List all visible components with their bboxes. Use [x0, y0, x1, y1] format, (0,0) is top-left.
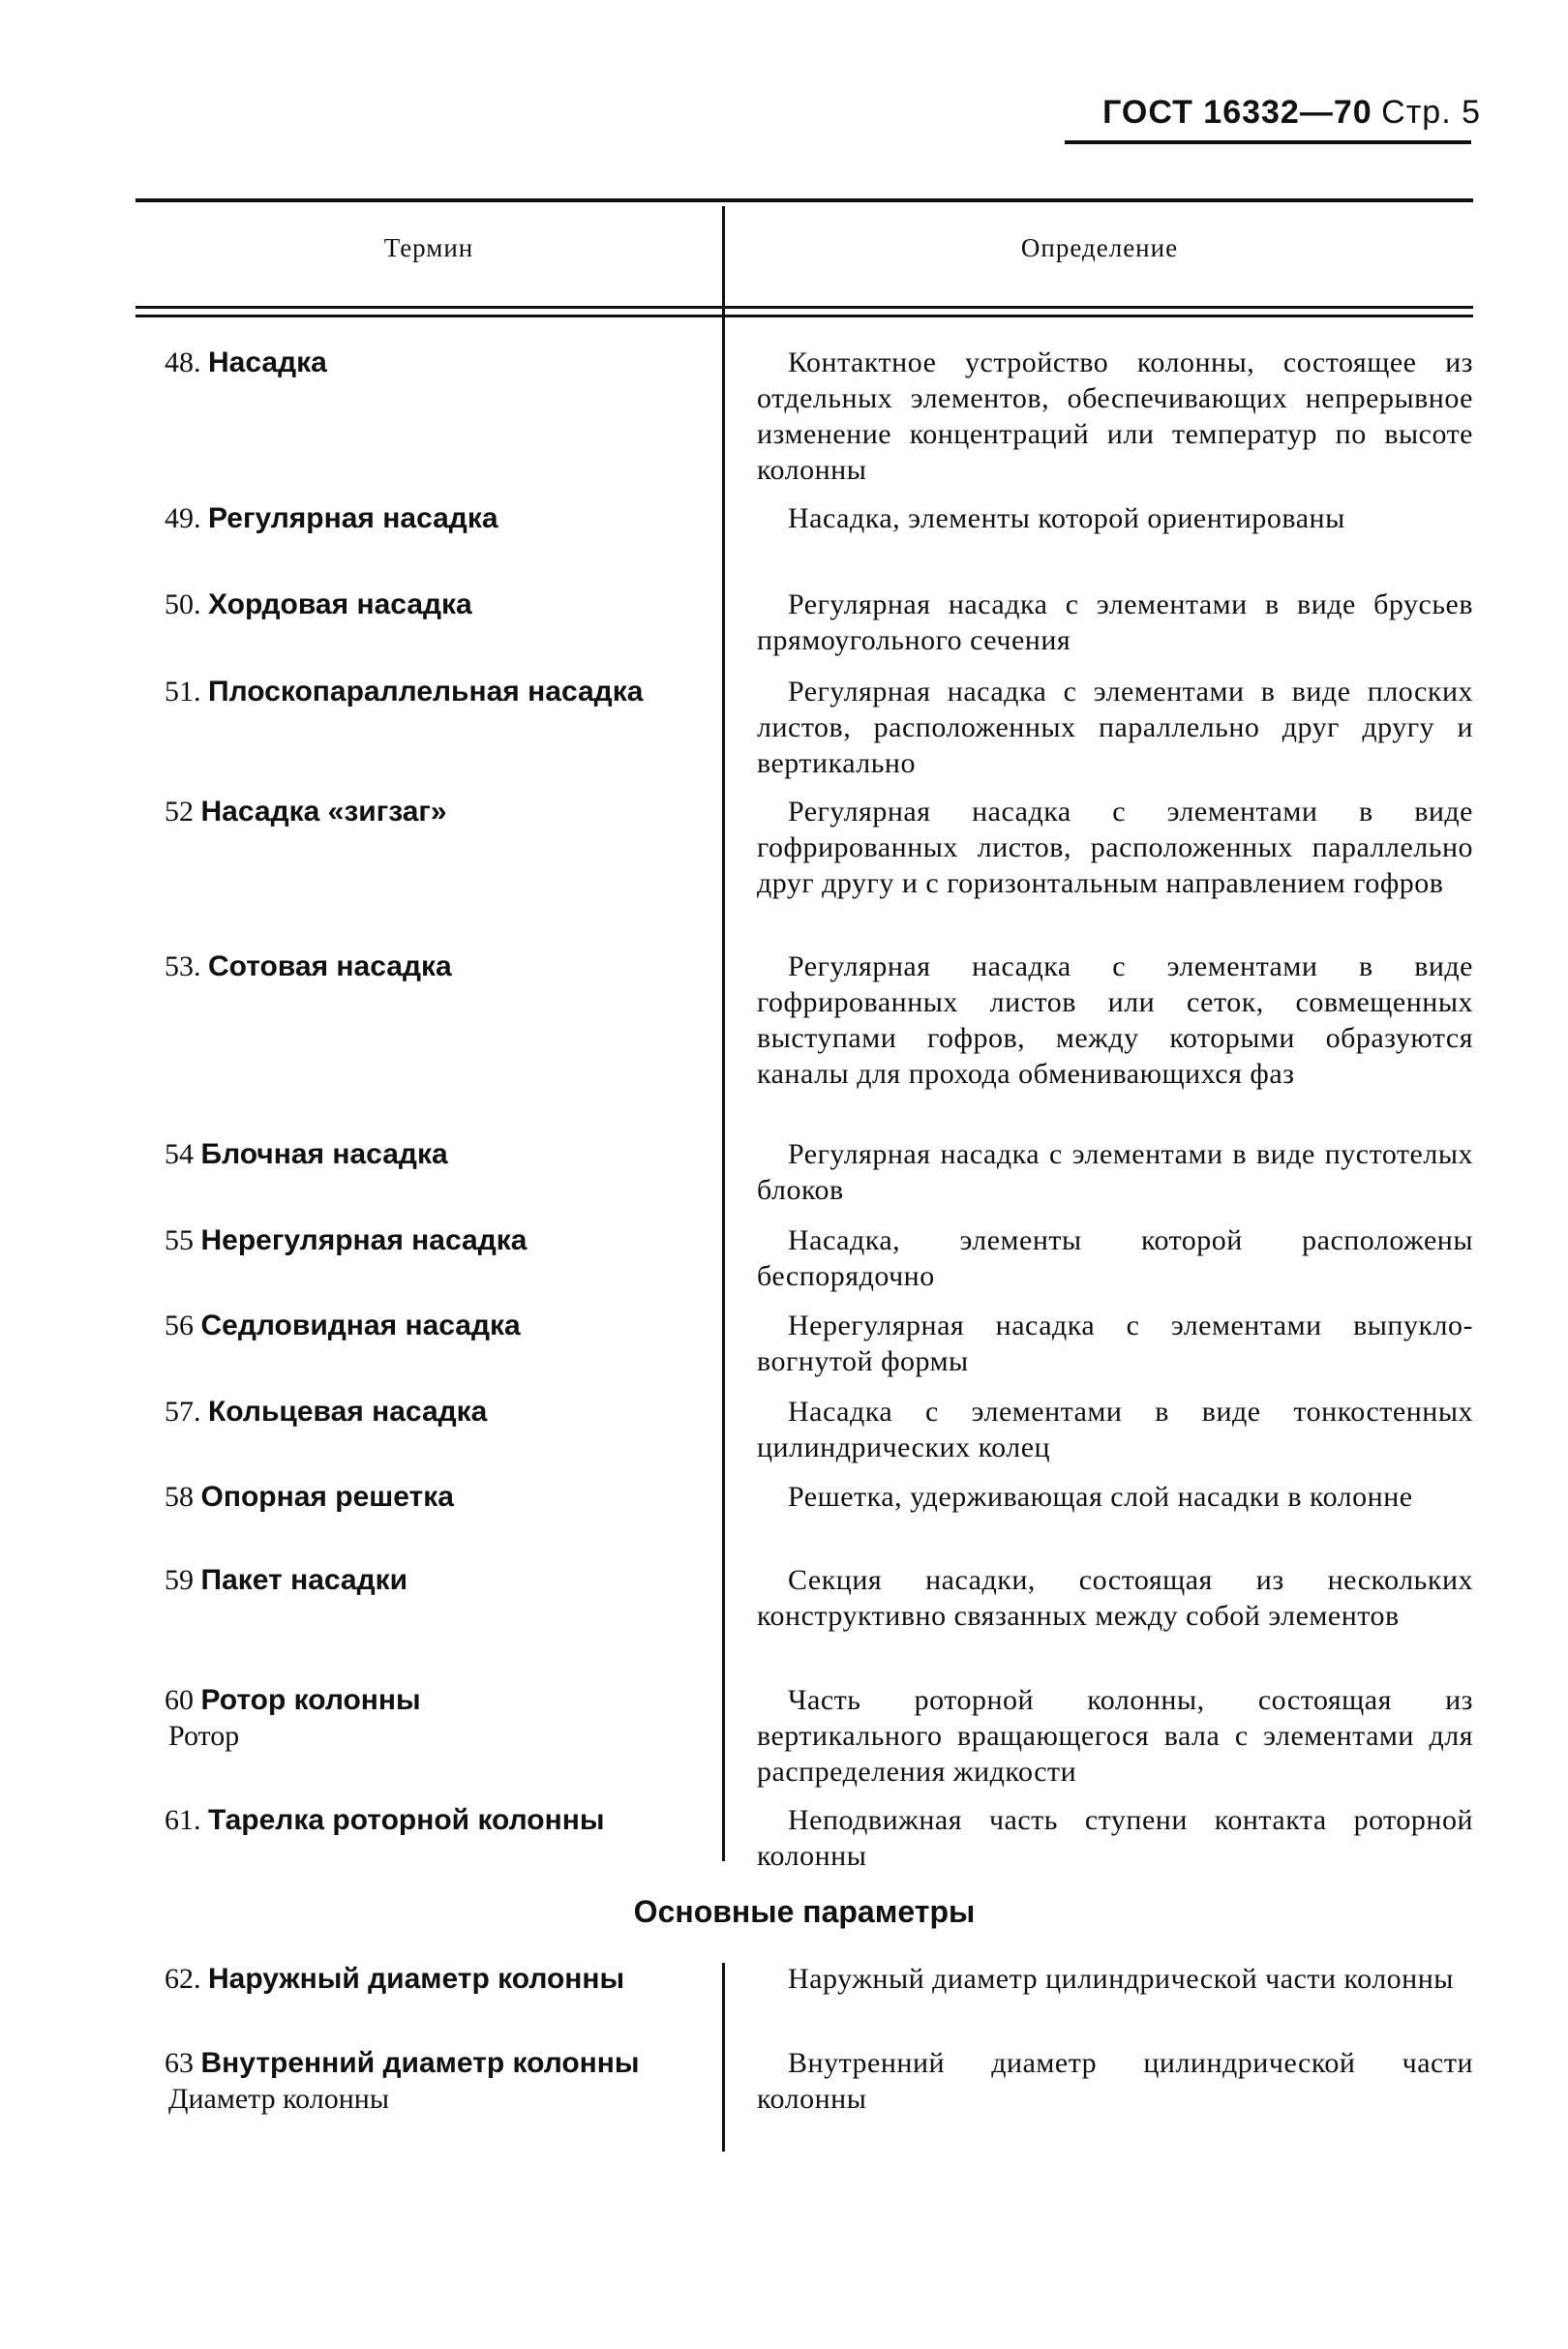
- term-number: 57.: [165, 1396, 201, 1428]
- definition-cell: [757, 1308, 1473, 1379]
- term-number: 53.: [165, 950, 201, 982]
- standard-number: ГОСТ 16332—70: [1102, 94, 1372, 131]
- definition-text: Секция насадки, состоящая из нескольких конструктивно связанных между собой элементов: [757, 1564, 1473, 1632]
- term-cell: [136, 345, 707, 380]
- definition-cell: [757, 1479, 1473, 1515]
- term-name: Внутренний диаметр колонны: [200, 2047, 640, 2079]
- term-synonym: Диаметр колонны: [168, 2083, 390, 2115]
- term-name: Седловидная насадка: [200, 1310, 521, 1341]
- running-head: [1065, 85, 1481, 139]
- definition-cell: [757, 2045, 1473, 2117]
- term-number: 62.: [165, 1963, 201, 1995]
- term-name: Кольцевая насадка: [208, 1396, 488, 1428]
- definition-text: Неподвижная часть ступени контакта роторной колонны: [757, 1804, 1473, 1872]
- definition-text: Наружный диаметр цилиндрической части колонны: [788, 1963, 1454, 1995]
- column-separator: [722, 206, 725, 1861]
- term-number: 52: [165, 796, 194, 828]
- term-cell: [136, 1961, 707, 1997]
- definition-cell: [757, 587, 1473, 658]
- term-name: Плоскопараллельная насадка: [208, 676, 644, 708]
- definition-cell: [757, 1394, 1473, 1465]
- term-number: 54: [165, 1138, 194, 1170]
- section-title: Основные параметры: [633, 1894, 976, 1929]
- definition-cell: [757, 794, 1473, 901]
- term-cell: [136, 1394, 707, 1430]
- term-cell: [136, 1308, 707, 1343]
- header-rule: [1065, 140, 1471, 144]
- definition-text: Регулярная насадка с элементами в виде гофрированных листов, расположенных параллельно друг другу и с горизонтальным направлением гофров: [757, 796, 1473, 899]
- definition-cell: [757, 674, 1473, 781]
- term-name: Регулярная насадка: [208, 502, 498, 534]
- definition-text: Насадка, элементы которой ориентированы: [788, 502, 1345, 534]
- term-number: 63: [165, 2047, 194, 2079]
- definition-text: Регулярная насадка с элементами в виде плоских листов, расположенных параллельно друг другу и вертикально: [757, 676, 1473, 779]
- term-cell: [136, 1562, 707, 1598]
- definition-cell: [757, 1682, 1473, 1790]
- term-cell: [136, 949, 707, 984]
- definition-text: Решетка, удерживающая слой насадки в колонне: [788, 1481, 1413, 1513]
- term-cell: [136, 794, 707, 829]
- term-cell: [136, 587, 707, 622]
- term-cell: [136, 2045, 707, 2117]
- term-number: 50.: [165, 588, 201, 620]
- header-double-rule-bottom: [136, 315, 1473, 317]
- column-header-term: Термин: [383, 233, 474, 262]
- term-synonym: Ротор: [168, 1720, 240, 1752]
- term-number: 55: [165, 1224, 194, 1256]
- definition-text: Контактное устройство колонны, состоящее из отдельных элементов, обеспечивающих непрерывное изменение концентраций или температур по высоте колонны: [757, 346, 1473, 486]
- definition-cell: [757, 1222, 1473, 1294]
- definition-cell: [757, 500, 1473, 536]
- table-top-rule: [136, 198, 1473, 202]
- term-cell: [136, 1479, 707, 1515]
- term-number: 51.: [165, 676, 201, 708]
- term-number: 59: [165, 1564, 194, 1596]
- term-number: 60: [165, 1684, 194, 1716]
- definition-cell: [757, 1802, 1473, 1874]
- definition-cell: [757, 949, 1473, 1092]
- term-cell: [136, 674, 707, 709]
- definition-text: Насадка, элементы которой расположены беспорядочно: [757, 1224, 1473, 1292]
- column-separator: [722, 1963, 725, 2152]
- term-name: Сотовая насадка: [208, 950, 452, 982]
- definition-cell: [757, 345, 1473, 488]
- definition-cell: [757, 1562, 1473, 1634]
- term-name: Тарелка роторной колонны: [208, 1804, 605, 1836]
- term-number: 56: [165, 1310, 194, 1341]
- definition-text: Нерегулярная насадка с элементами выпукло-вогнутой формы: [757, 1310, 1473, 1377]
- page-label: Стр. 5: [1381, 94, 1481, 131]
- definition-text: Регулярная насадка с элементами в виде пустотелых блоков: [757, 1138, 1473, 1206]
- definition-text: Регулярная насадка с элементами в виде гофрированных листов или сеток, совмещенных выступами гофров, между которыми образуются каналы для прохода обменивающихся фаз: [757, 950, 1473, 1090]
- term-name: Насадка «зигзаг»: [200, 796, 447, 828]
- column-header-definition: Определение: [1020, 233, 1179, 262]
- definition-text: Регулярная насадка с элементами в виде брусьев прямоугольного сечения: [757, 588, 1473, 656]
- definition-cell: [757, 1136, 1473, 1208]
- term-cell: [136, 1136, 707, 1172]
- term-cell: [136, 1802, 707, 1838]
- term-name: Хордовая насадка: [208, 588, 472, 620]
- header-double-rule-top: [136, 306, 1473, 309]
- definition-text: Часть роторной колонны, состоящая из вертикального вращающегося вала с элементами для распределения жидкости: [757, 1684, 1473, 1788]
- term-number: 48.: [165, 346, 201, 378]
- term-number: 58: [165, 1481, 194, 1513]
- term-number: 49.: [165, 502, 201, 534]
- definition-text: Внутренний диаметр цилиндрической части колонны: [757, 2047, 1473, 2115]
- term-name: Нерегулярная насадка: [200, 1224, 528, 1256]
- term-cell: [136, 500, 707, 536]
- term-name: Опорная решетка: [200, 1481, 454, 1513]
- term-name: Насадка: [208, 346, 327, 378]
- term-cell: [136, 1222, 707, 1258]
- definition-cell: [757, 1961, 1473, 1997]
- term-cell: [136, 1682, 707, 1754]
- term-name: Пакет насадки: [200, 1564, 408, 1596]
- term-name: Блочная насадка: [200, 1138, 448, 1170]
- term-name: Наружный диаметр колонны: [208, 1963, 625, 1995]
- definition-text: Насадка с элементами в виде тонкостенных цилиндрических колец: [757, 1396, 1473, 1463]
- term-name: Ротор колонны: [200, 1684, 421, 1716]
- term-number: 61.: [165, 1804, 201, 1836]
